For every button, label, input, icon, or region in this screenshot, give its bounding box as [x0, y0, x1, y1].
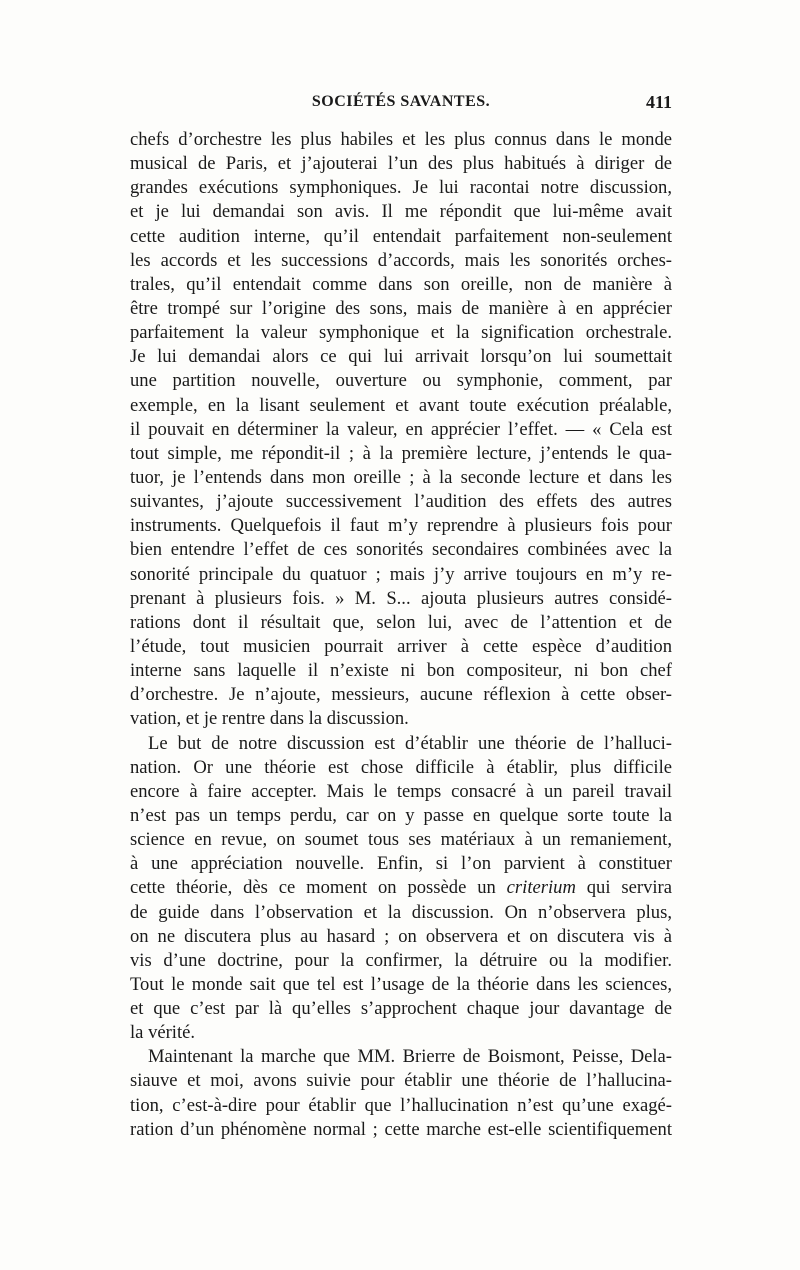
text-line: on ne discutera plus au hasard ; on observera et on discutera vis à [130, 925, 672, 947]
text-line: ration d’un phénomène normal ; cette marche est-elle scientifiquement [130, 1118, 672, 1140]
text-line: Maintenant la marche que MM. Brierre de Boismont, Peisse, Dela- [148, 1046, 672, 1068]
text-line: de guide dans l’observation et la discussion. On n’observera plus, [130, 901, 672, 923]
text-line: bien entendre l’effet de ces sonorités secondaires combinées avec la [130, 539, 672, 561]
text-line: d’orchestre. Je n’ajoute, messieurs, aucune réflexion à cette obser- [130, 684, 672, 706]
text-line: siauve et moi, avons suivie pour établir une théorie de l’hallucina- [130, 1070, 672, 1092]
text-line: musical de Paris, et j’ajouterai l’un des plus habitués à diriger de [130, 153, 672, 175]
page-number: 411 [645, 92, 672, 112]
text-line: l’étude, tout musicien pourrait arriver à cette espèce d’audition [130, 635, 672, 657]
text-line: sonorité principale du quatuor ; mais j’y arrive toujours en m’y re- [130, 563, 672, 585]
text-line: suivantes, j’ajoute successivement l’audition des effets des autres [130, 491, 672, 513]
text-line: tuor, je l’entends dans mon oreille ; à la seconde lecture et dans les [130, 466, 672, 488]
text-line: une partition nouvelle, ouverture ou symphonie, comment, par [130, 370, 672, 392]
text-line: Je lui demandai alors ce qui lui arrivait lorsqu’on lui soumettait [130, 346, 672, 368]
text-line: chefs d’orchestre les plus habiles et les plus connus dans le monde [130, 129, 672, 150]
body-text [130, 128, 672, 1142]
text-line: grandes exécutions symphoniques. Je lui racontai notre discussion, [130, 177, 672, 199]
text-line: Le but de notre discussion est d’établir une théorie de l’halluci- [148, 732, 672, 754]
text-line: tion, c’est-à-dire pour établir que l’hallucination n’est qu’une exagé- [130, 1094, 672, 1116]
text-line: instruments. Quelquefois il faut m’y reprendre à plusieurs fois pour [130, 515, 672, 537]
text-line: être trompé sur l’origine des sons, mais de manière à en apprécier [130, 297, 672, 319]
running-head [130, 90, 672, 114]
text-line: vation, et je rentre dans la discussion. [130, 708, 409, 730]
text-line: et que c’est par là qu’elles s’approchent chaque jour davantage de [130, 998, 672, 1020]
running-title: SOCIÉTÉS SAVANTES. [311, 93, 491, 110]
text-line: les accords et les successions d’accords, mais les sonorités orches- [130, 249, 672, 271]
text-line: vis d’une doctrine, pour la confirmer, la détruire ou la modifier. [130, 949, 672, 971]
text-line: exemple, en la lisant seulement et avant toute exécution préalable, [130, 394, 672, 416]
text-line: nation. Or une théorie est chose difficile à établir, plus difficile [130, 756, 672, 778]
text-line: il pouvait en déterminer la valeur, en apprécier l’effet. — « Cela est [130, 418, 672, 440]
text-line: cette théorie, dès ce moment on possède un criterium qui servira [130, 877, 672, 899]
text-line: parfaitement la valeur symphonique et la signification orchestrale. [130, 322, 672, 344]
text-line: n’est pas un temps perdu, car on y passe en quelque sorte toute la [130, 804, 672, 826]
italic-term: criterium [506, 877, 576, 899]
text-line: à une appréciation nouvelle. Enfin, si l’on parvient à constituer [130, 853, 672, 875]
text-line: la vérité. [130, 1022, 196, 1044]
text-line: trales, qu’il entendait comme dans son oreille, non de manière à [130, 273, 672, 295]
text-line: cette audition interne, qu’il entendait parfaitement non-seulement [130, 225, 672, 247]
text-line: interne sans laquelle il n’existe ni bon compositeur, ni bon chef [130, 660, 672, 682]
text-line: science en revue, on soumet tous ses matériaux à un remaniement, [130, 829, 672, 851]
text-line: prenant à plusieurs fois. » M. S... ajouta plusieurs autres considé- [130, 587, 672, 609]
text-line: et je lui demandai son avis. Il me répondit que lui-même avait [130, 201, 672, 223]
text-line: tout simple, me répondit-il ; à la première lecture, j’entends le qua- [130, 442, 672, 464]
text-line: Tout le monde sait que tel est l’usage de la théorie dans les sciences, [130, 973, 672, 995]
text-line: encore à faire accepter. Mais le temps consacré à un pareil travail [130, 780, 672, 802]
text-line: rations dont il résultait que, selon lui, avec de l’attention et de [130, 611, 672, 633]
